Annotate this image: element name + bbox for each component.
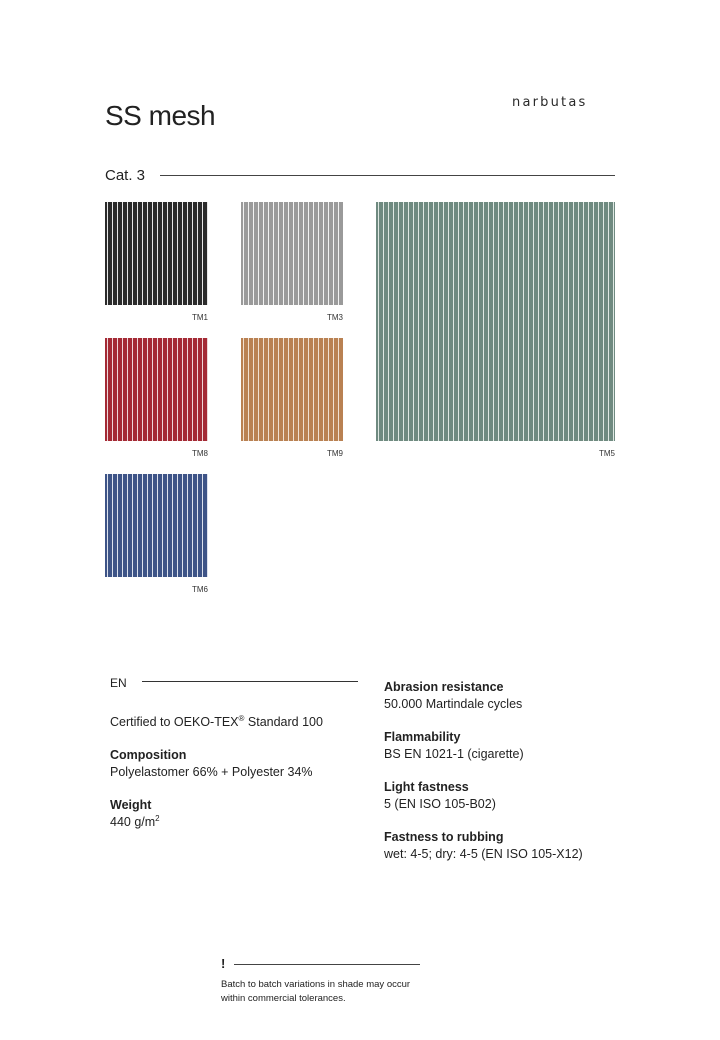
rubbing-value: wet: 4-5; dry: 4-5 (EN ISO 105-X12) bbox=[384, 847, 583, 861]
language-label: EN bbox=[110, 676, 127, 690]
brand-logo: narbutas bbox=[512, 95, 588, 110]
composition-label: Composition bbox=[110, 748, 187, 762]
note-divider bbox=[234, 964, 420, 965]
composition-value: Polyelastomer 66% + Polyester 34% bbox=[110, 765, 313, 779]
swatch-label-tm6: TM6 bbox=[192, 585, 208, 594]
language-divider bbox=[142, 681, 358, 682]
swatch-tm9[interactable] bbox=[241, 338, 343, 441]
swatch-tm8[interactable] bbox=[105, 338, 208, 441]
swatch-tm3[interactable] bbox=[241, 202, 343, 305]
page-title: SS mesh bbox=[105, 100, 216, 131]
swatch-label-tm1: TM1 bbox=[192, 313, 208, 322]
note-text: Batch to batch variations in shade may occur within commercial tolerances. bbox=[221, 979, 411, 1004]
weight-value: 440 $g/m^2$ bbox=[110, 813, 160, 829]
category-divider bbox=[160, 175, 615, 176]
flammability-value: BS EN 1021-1 (cigarette) bbox=[384, 747, 524, 761]
flammability-label: Flammability bbox=[384, 730, 461, 744]
rubbing-label: Fastness to rubbing bbox=[384, 830, 504, 844]
certification-text: Certified to OEKO-TEX® Standard 100 bbox=[110, 713, 323, 729]
swatch-tm6[interactable] bbox=[105, 474, 208, 577]
swatch-label-tm5: TM5 bbox=[599, 449, 615, 458]
swatch-tm1[interactable] bbox=[105, 202, 208, 305]
abrasion-value: 50.000 Martindale cycles bbox=[384, 697, 523, 711]
light-fastness-label: Light fastness bbox=[384, 780, 469, 794]
warning-icon: ! bbox=[221, 956, 226, 971]
swatch-label-tm9: TM9 bbox=[327, 449, 343, 458]
category-label: Cat. 3 bbox=[105, 167, 146, 184]
light-fastness-value: 5 (EN ISO 105-B02) bbox=[384, 797, 496, 811]
swatch-label-tm8: TM8 bbox=[192, 449, 208, 458]
swatch-label-tm3: TM3 bbox=[327, 313, 343, 322]
swatch-tm5[interactable] bbox=[376, 202, 615, 441]
weight-label: Weight bbox=[110, 798, 152, 812]
abrasion-label: Abrasion resistance bbox=[384, 680, 504, 694]
